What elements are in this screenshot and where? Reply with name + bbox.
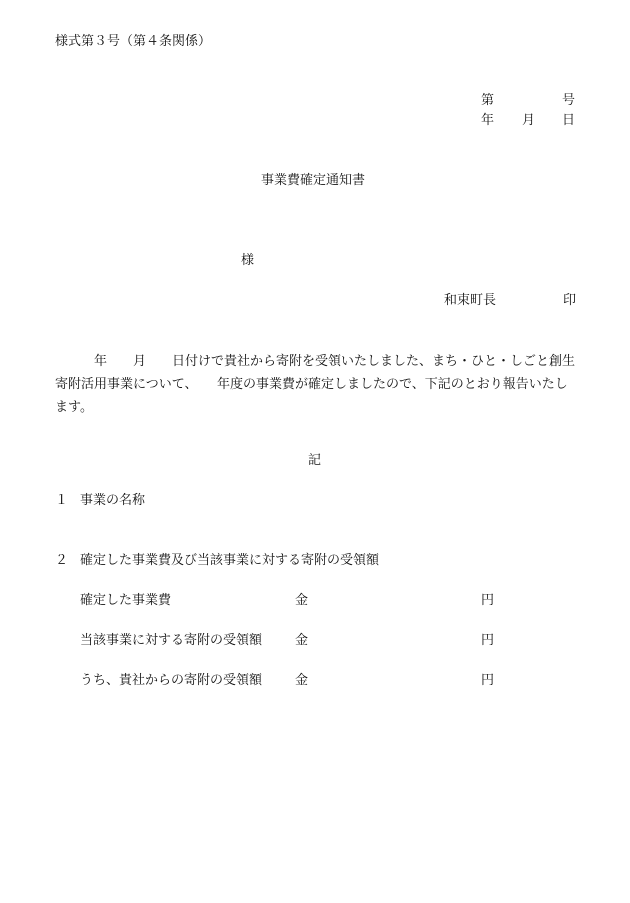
seal-mark: 印 bbox=[563, 293, 577, 308]
date-year: 年 bbox=[481, 113, 495, 128]
ki-heading: 記 bbox=[308, 453, 322, 468]
doc-number-go: 号 bbox=[562, 93, 576, 108]
date-month: 月 bbox=[522, 113, 536, 128]
doc-number-dai: 第 bbox=[481, 93, 495, 108]
amount-yen: 円 bbox=[481, 673, 495, 688]
amount-yen: 円 bbox=[481, 593, 495, 608]
addressee-suffix: 様 bbox=[241, 253, 255, 268]
document-title: 事業費確定通知書 bbox=[261, 173, 366, 188]
body-paragraph: 年 月 日付けで貴社から寄附を受領いたしました、まち・ひと・しごと創生寄附活用事業について、 年度の事業費が確定しましたので、下記のとおり報告いたします。 bbox=[55, 354, 576, 415]
item-label: 事業の名称 bbox=[80, 493, 146, 508]
amount-kin: 金 bbox=[295, 593, 309, 608]
date-day: 日 bbox=[562, 113, 576, 128]
form-number: 様式第３号（第４条関係） bbox=[55, 34, 212, 49]
item-label: 確定した事業費及び当該事業に対する寄附の受領額 bbox=[80, 553, 380, 568]
amount-kin: 金 bbox=[295, 673, 309, 688]
item-number: １ bbox=[55, 493, 69, 508]
sender-name: 和束町長 bbox=[444, 293, 497, 308]
amount-label: 当該事業に対する寄附の受領額 bbox=[80, 633, 263, 648]
amount-label: うち、貴社からの寄附の受領額 bbox=[80, 673, 263, 688]
amount-yen: 円 bbox=[481, 633, 495, 648]
item-number: ２ bbox=[55, 553, 69, 568]
amount-kin: 金 bbox=[295, 633, 309, 648]
amount-label: 確定した事業費 bbox=[80, 593, 172, 608]
